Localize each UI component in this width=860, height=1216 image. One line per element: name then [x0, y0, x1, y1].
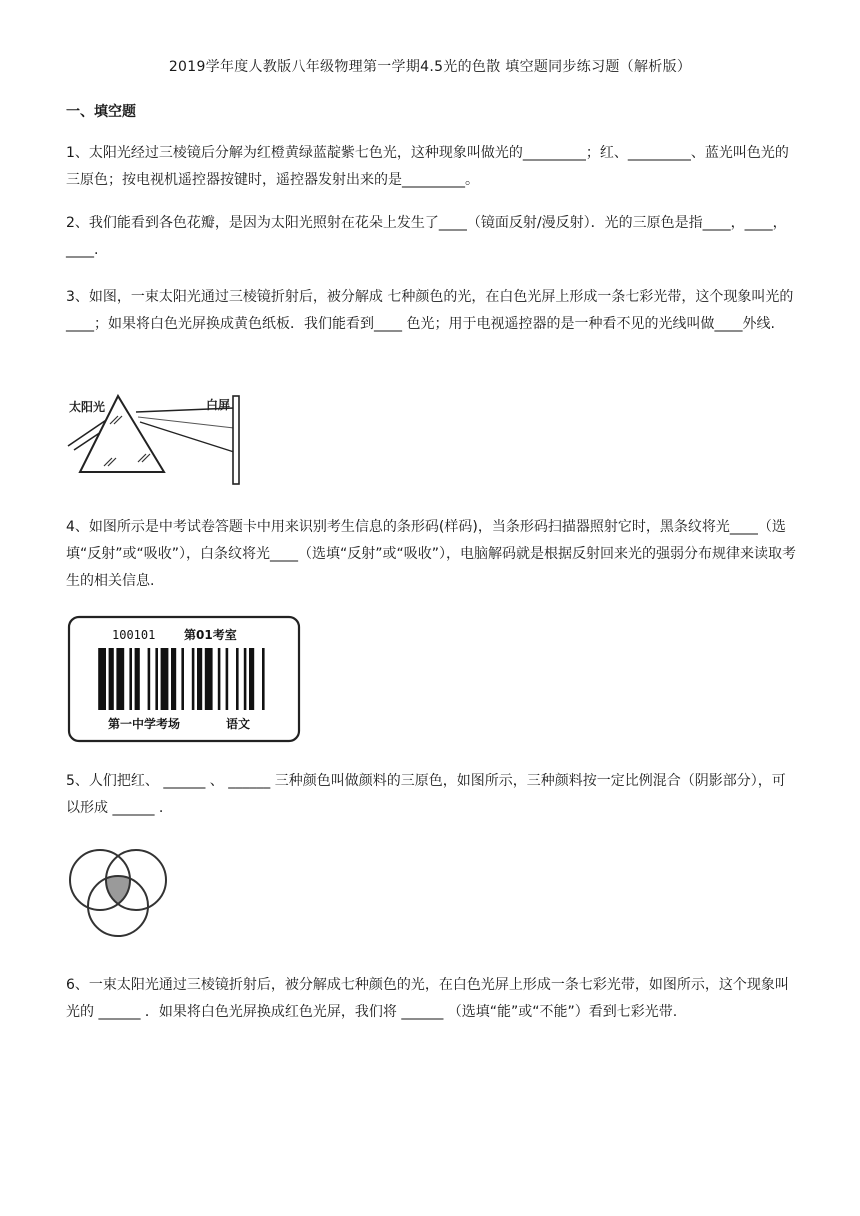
barcode-number: 100101	[112, 628, 156, 642]
barcode-venue: 第一中学考场	[108, 717, 181, 731]
barcode-room: 第01考室	[184, 628, 237, 642]
prism-figure	[66, 388, 256, 488]
barcode-bar	[205, 648, 213, 710]
question-4: 4、如图所示是中考试卷答题卡中用来识别考生信息的条形码(样码)，当条形码扫描器照射它时，黑条纹将光____（选填“反射”或“吸收”），白条纹将光____（选填“反射”或“吸收”），电脑解码就是根据反射回来光的强弱分布规律来读取考生的相关信息.	[66, 519, 797, 589]
pigment-circles-figure	[66, 842, 176, 942]
barcode-bar	[181, 648, 184, 710]
barcode-bar	[236, 648, 239, 710]
document-title: 2019学年度人教版八年级物理第一学期4.5光的色散 填空题同步练习题（解析版）	[168, 59, 692, 75]
barcode-subject: 语文	[226, 717, 251, 731]
barcode-bar	[116, 648, 124, 710]
barcode-bar	[262, 648, 265, 710]
section-heading: 一、填空题	[66, 104, 136, 120]
barcode-bar	[129, 648, 132, 710]
prism-screen-label: 白屏	[206, 398, 231, 412]
question-6: 6、一束太阳光通过三棱镜折射后，被分解成七种颜色的光，在白色光屏上形成一条七彩光带，如图所示，这个现象叫光的 ______ ．如果将白色光屏换成红色光屏，我们将 ______ （选填“能”或“不能”）看到七彩光带.	[66, 977, 789, 1020]
question-1: 1、太阳光经过三棱镜后分解为红橙黄绿蓝靛紫七色光，这种现象叫做光的_________；红、_________、蓝光叫色光的三原色；按电视机遥控器按键时，遥控器发射出来的是_________。	[66, 145, 789, 188]
question-5: 5、人们把红、 ______ 、 ______ 三种颜色叫做颜料的三原色，如图所示，三种颜料按一定比例混合（阴影部分），可以形成 ______ .	[66, 773, 786, 816]
question-2: 2、我们能看到各色花瓣，是因为太阳光照射在花朵上发生了____（镜面反射/漫反射）．光的三原色是指____，____，____.	[66, 215, 787, 258]
barcode-figure	[66, 614, 302, 744]
white-screen	[233, 396, 239, 484]
barcode-bar	[197, 648, 202, 710]
prism-sunlight-label: 太阳光	[69, 400, 106, 414]
barcode-bar	[226, 648, 229, 710]
barcode-bar	[192, 648, 195, 710]
barcode-bar	[249, 648, 254, 710]
barcode-bar	[155, 648, 158, 710]
barcode-bar	[171, 648, 176, 710]
barcode-bar	[98, 648, 106, 710]
barcode-bar	[135, 648, 140, 710]
barcode-bar	[161, 648, 169, 710]
barcode-bar	[148, 648, 151, 710]
barcode-bar	[244, 648, 247, 710]
barcode-bar	[109, 648, 114, 710]
barcode-bar	[218, 648, 221, 710]
question-3: 3、如图，一束太阳光通过三棱镜折射后，被分解成 七种颜色的光，在白色光屏上形成一条七彩光带，这个现象叫光的____；如果将白色光屏换成黄色纸板．我们能看到____ 色光；用于电视遥控器的是一种看不见的光线叫做____外线.	[66, 289, 794, 332]
